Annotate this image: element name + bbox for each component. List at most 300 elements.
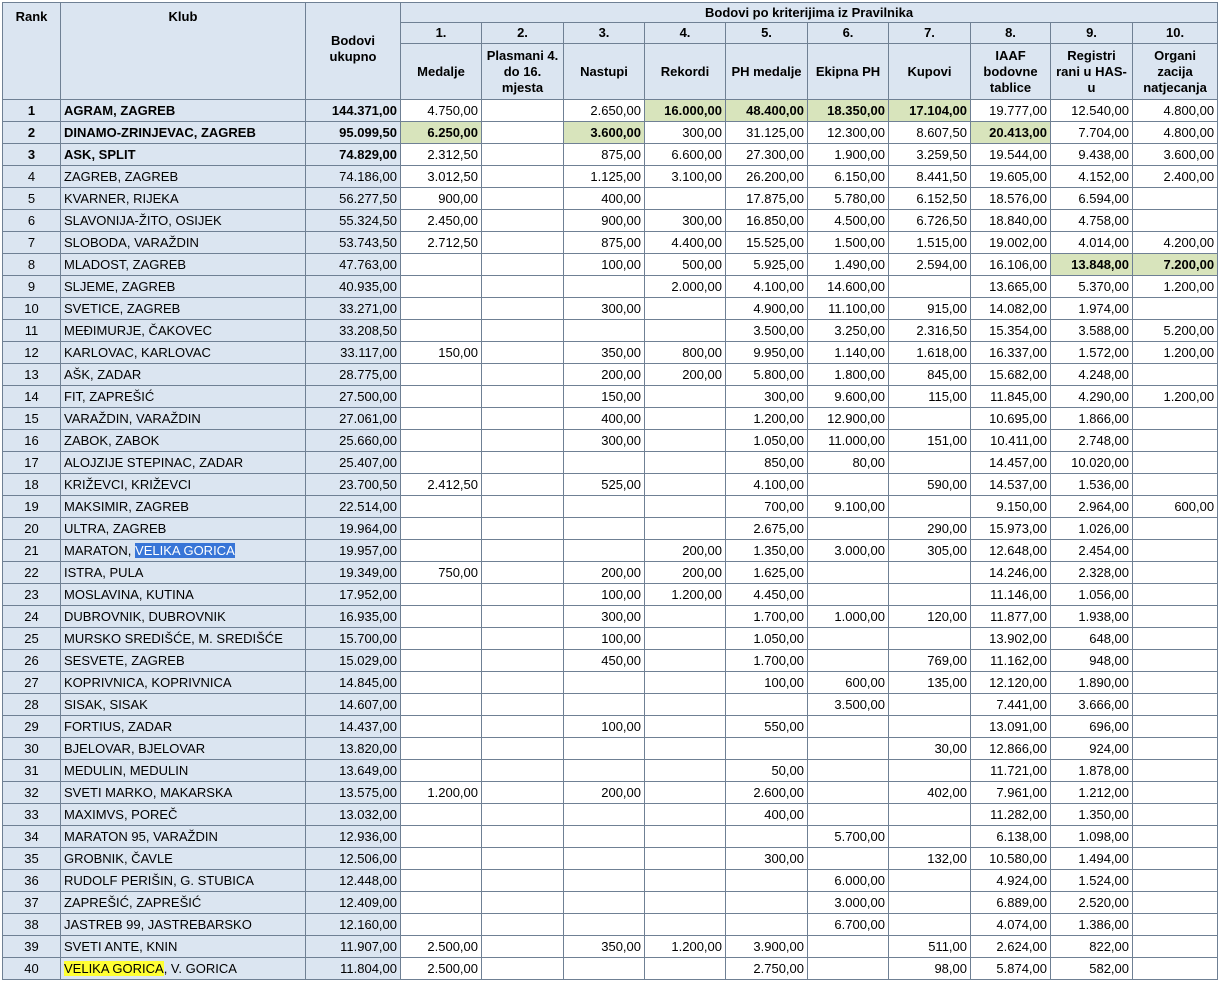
rank-cell: 24	[3, 606, 61, 628]
criterion-points-cell: 4.800,00	[1133, 100, 1218, 122]
criterion-points-cell: 1.572,00	[1051, 342, 1133, 364]
criterion-points-cell	[564, 870, 645, 892]
criterion-points-cell	[564, 496, 645, 518]
criterion-points-cell: 1.490,00	[808, 254, 889, 276]
criterion-points-cell: 98,00	[889, 958, 971, 980]
header-criterion-name: Plasmani 4. do 16. mjesta	[482, 44, 564, 100]
criterion-points-cell: 9.600,00	[808, 386, 889, 408]
criterion-points-cell	[401, 716, 482, 738]
criterion-points-cell: 11.845,00	[971, 386, 1051, 408]
criterion-points-cell: 7.961,00	[971, 782, 1051, 804]
table-body	[3, 100, 1218, 980]
criterion-points-cell	[564, 848, 645, 870]
criterion-points-cell	[889, 694, 971, 716]
criterion-points-cell: 3.000,00	[808, 540, 889, 562]
criterion-points-cell	[1133, 408, 1218, 430]
criterion-points-cell: 3.600,00	[564, 122, 645, 144]
criterion-points-cell: 100,00	[564, 628, 645, 650]
criterion-points-cell	[482, 452, 564, 474]
criterion-points-cell: 750,00	[401, 562, 482, 584]
criterion-points-cell: 4.900,00	[726, 298, 808, 320]
criterion-points-cell	[1133, 518, 1218, 540]
total-points-cell: 12.506,00	[306, 848, 401, 870]
criterion-points-cell: 2.520,00	[1051, 892, 1133, 914]
table-row	[3, 606, 1218, 628]
criterion-points-cell: 6.700,00	[808, 914, 889, 936]
total-points-cell: 11.907,00	[306, 936, 401, 958]
criterion-points-cell	[564, 276, 645, 298]
criterion-points-cell	[482, 210, 564, 232]
criterion-points-cell: 2.650,00	[564, 100, 645, 122]
criterion-points-cell	[889, 804, 971, 826]
criterion-points-cell	[401, 276, 482, 298]
club-name-cell: SVETI MARKO, MAKARSKA	[61, 782, 306, 804]
criterion-points-cell: 1.026,00	[1051, 518, 1133, 540]
criterion-points-cell	[1133, 848, 1218, 870]
criterion-points-cell: 13.091,00	[971, 716, 1051, 738]
criterion-points-cell: 10.411,00	[971, 430, 1051, 452]
criterion-points-cell	[564, 672, 645, 694]
criterion-points-cell: 2.600,00	[726, 782, 808, 804]
selected-text[interactable]: VELIKA GORICA	[135, 543, 235, 558]
criterion-points-cell: 7.200,00	[1133, 254, 1218, 276]
total-points-cell: 14.607,00	[306, 694, 401, 716]
criterion-points-cell: 1.200,00	[1133, 276, 1218, 298]
total-points-cell: 95.099,50	[306, 122, 401, 144]
criterion-points-cell	[1133, 584, 1218, 606]
table-row	[3, 804, 1218, 826]
criterion-points-cell: 14.246,00	[971, 562, 1051, 584]
total-points-cell: 13.820,00	[306, 738, 401, 760]
criterion-points-cell	[564, 540, 645, 562]
header-criterion-name: Medalje	[401, 44, 482, 100]
criterion-points-cell: 26.200,00	[726, 166, 808, 188]
criterion-points-cell: 12.900,00	[808, 408, 889, 430]
criterion-points-cell	[808, 628, 889, 650]
criterion-points-cell	[1133, 892, 1218, 914]
header-criterion-name: Kupovi	[889, 44, 971, 100]
criterion-points-cell: 1.938,00	[1051, 606, 1133, 628]
criterion-points-cell	[482, 848, 564, 870]
criterion-points-cell: 15.525,00	[726, 232, 808, 254]
criterion-points-cell: 350,00	[564, 936, 645, 958]
criterion-points-cell: 4.500,00	[808, 210, 889, 232]
table-row	[3, 914, 1218, 936]
criterion-points-cell: 300,00	[726, 386, 808, 408]
club-name-cell: MEĐIMURJE, ČAKOVEC	[61, 320, 306, 342]
criterion-points-cell: 7.704,00	[1051, 122, 1133, 144]
criterion-points-cell: 1.125,00	[564, 166, 645, 188]
criterion-points-cell: 18.840,00	[971, 210, 1051, 232]
club-name-cell: SLJEME, ZAGREB	[61, 276, 306, 298]
criterion-points-cell: 115,00	[889, 386, 971, 408]
table-row	[3, 496, 1218, 518]
total-points-cell: 12.160,00	[306, 914, 401, 936]
criterion-points-cell	[1133, 672, 1218, 694]
criterion-points-cell	[1133, 474, 1218, 496]
rank-cell: 25	[3, 628, 61, 650]
table-row	[3, 958, 1218, 980]
table-row	[3, 584, 1218, 606]
criterion-points-cell: 800,00	[645, 342, 726, 364]
criterion-points-cell	[808, 958, 889, 980]
criterion-points-cell: 875,00	[564, 144, 645, 166]
criterion-points-cell: 7.441,00	[971, 694, 1051, 716]
club-name-cell: MURSKO SREDIŠĆE, M. SREDIŠĆE	[61, 628, 306, 650]
club-name-cell: VARAŽDIN, VARAŽDIN	[61, 408, 306, 430]
club-name-cell	[61, 958, 306, 980]
club-name-text: , V. GORICA	[163, 961, 237, 976]
criterion-points-cell	[645, 826, 726, 848]
criterion-points-cell: 15.973,00	[971, 518, 1051, 540]
criterion-points-cell: 1.890,00	[1051, 672, 1133, 694]
criterion-points-cell	[401, 606, 482, 628]
criterion-points-cell: 2.748,00	[1051, 430, 1133, 452]
criterion-points-cell: 1.386,00	[1051, 914, 1133, 936]
criterion-points-cell: 9.950,00	[726, 342, 808, 364]
criterion-points-cell	[401, 694, 482, 716]
header-criterion-number: 8.	[971, 23, 1051, 44]
rank-cell: 16	[3, 430, 61, 452]
table-row	[3, 760, 1218, 782]
criterion-points-cell: 10.020,00	[1051, 452, 1133, 474]
criterion-points-cell: 900,00	[564, 210, 645, 232]
criterion-points-cell	[482, 716, 564, 738]
table-row	[3, 122, 1218, 144]
criterion-points-cell: 6.138,00	[971, 826, 1051, 848]
criterion-points-cell: 4.924,00	[971, 870, 1051, 892]
criterion-points-cell	[1133, 914, 1218, 936]
club-name-cell: MAXIMVS, POREČ	[61, 804, 306, 826]
criterion-points-cell	[1133, 782, 1218, 804]
table-row	[3, 254, 1218, 276]
criterion-points-cell: 3.666,00	[1051, 694, 1133, 716]
criterion-points-cell	[645, 408, 726, 430]
rank-cell: 11	[3, 320, 61, 342]
criterion-points-cell: 100,00	[564, 716, 645, 738]
rank-cell: 10	[3, 298, 61, 320]
total-points-cell: 12.409,00	[306, 892, 401, 914]
rank-cell: 19	[3, 496, 61, 518]
header-total: Bodovi ukupno	[306, 3, 401, 100]
criterion-points-cell: 4.290,00	[1051, 386, 1133, 408]
criterion-points-cell: 5.800,00	[726, 364, 808, 386]
criterion-points-cell: 2.712,50	[401, 232, 482, 254]
table-row	[3, 694, 1218, 716]
criterion-points-cell: 3.600,00	[1133, 144, 1218, 166]
criterion-points-cell: 11.282,00	[971, 804, 1051, 826]
criterion-points-cell: 300,00	[564, 430, 645, 452]
criterion-points-cell: 20.413,00	[971, 122, 1051, 144]
header-criterion-name: IAAF bodovne tablice	[971, 44, 1051, 100]
rank-cell: 9	[3, 276, 61, 298]
criterion-points-cell: 700,00	[726, 496, 808, 518]
criterion-points-cell	[482, 100, 564, 122]
criterion-points-cell	[482, 298, 564, 320]
criterion-points-cell	[401, 584, 482, 606]
rank-cell: 5	[3, 188, 61, 210]
club-ranking-table	[2, 2, 1218, 980]
criterion-points-cell: 2.594,00	[889, 254, 971, 276]
criterion-points-cell: 5.780,00	[808, 188, 889, 210]
criterion-points-cell: 80,00	[808, 452, 889, 474]
criterion-points-cell	[482, 650, 564, 672]
criterion-points-cell	[726, 892, 808, 914]
table-row	[3, 782, 1218, 804]
club-name-cell: KARLOVAC, KARLOVAC	[61, 342, 306, 364]
criterion-points-cell	[482, 760, 564, 782]
table-row	[3, 672, 1218, 694]
criterion-points-cell: 6.250,00	[401, 122, 482, 144]
header-criterion-name: PH medalje	[726, 44, 808, 100]
criterion-points-cell: 3.012,50	[401, 166, 482, 188]
club-name-cell	[61, 540, 306, 562]
criterion-points-cell: 525,00	[564, 474, 645, 496]
criterion-points-cell	[645, 628, 726, 650]
criterion-points-cell	[808, 716, 889, 738]
criterion-points-cell	[889, 914, 971, 936]
header-criterion-number: 3.	[564, 23, 645, 44]
criterion-points-cell: 11.146,00	[971, 584, 1051, 606]
rank-cell: 22	[3, 562, 61, 584]
rank-cell: 23	[3, 584, 61, 606]
total-points-cell: 25.660,00	[306, 430, 401, 452]
criterion-points-cell	[726, 694, 808, 716]
criterion-points-cell: 1.050,00	[726, 430, 808, 452]
club-name-text: MARATON,	[64, 543, 136, 558]
criterion-points-cell: 1.000,00	[808, 606, 889, 628]
criterion-points-cell: 14.537,00	[971, 474, 1051, 496]
total-points-cell: 74.186,00	[306, 166, 401, 188]
criterion-points-cell: 5.370,00	[1051, 276, 1133, 298]
header-criterion-number: 10.	[1133, 23, 1218, 44]
criterion-points-cell: 2.412,50	[401, 474, 482, 496]
club-name-cell: SVETICE, ZAGREB	[61, 298, 306, 320]
total-points-cell: 11.804,00	[306, 958, 401, 980]
criterion-points-cell: 48.400,00	[726, 100, 808, 122]
criterion-points-cell: 14.457,00	[971, 452, 1051, 474]
criterion-points-cell	[645, 760, 726, 782]
criterion-points-cell	[401, 826, 482, 848]
criterion-points-cell: 8.441,50	[889, 166, 971, 188]
criterion-points-cell	[482, 892, 564, 914]
criterion-points-cell: 16.000,00	[645, 100, 726, 122]
criterion-points-cell	[808, 782, 889, 804]
criterion-points-cell: 1.500,00	[808, 232, 889, 254]
criterion-points-cell: 200,00	[645, 540, 726, 562]
criterion-points-cell: 1.700,00	[726, 650, 808, 672]
club-name-cell: KRIŽEVCI, KRIŽEVCI	[61, 474, 306, 496]
criterion-points-cell: 18.576,00	[971, 188, 1051, 210]
criterion-points-cell	[1133, 606, 1218, 628]
club-name-cell: AGRAM, ZAGREB	[61, 100, 306, 122]
criterion-points-cell	[401, 320, 482, 342]
table-row	[3, 518, 1218, 540]
criterion-points-cell: 1.618,00	[889, 342, 971, 364]
table-row	[3, 386, 1218, 408]
club-name-cell: DINAMO-ZRINJEVAC, ZAGREB	[61, 122, 306, 144]
club-name-cell: SVETI ANTE, KNIN	[61, 936, 306, 958]
rank-cell: 2	[3, 122, 61, 144]
criterion-points-cell	[1133, 716, 1218, 738]
criterion-points-cell	[401, 628, 482, 650]
criterion-points-cell	[482, 782, 564, 804]
header-criterion-number: 9.	[1051, 23, 1133, 44]
header-criterion-number: 6.	[808, 23, 889, 44]
criterion-points-cell: 3.250,00	[808, 320, 889, 342]
criterion-points-cell: 1.212,00	[1051, 782, 1133, 804]
criterion-points-cell	[564, 958, 645, 980]
criterion-points-cell: 6.726,50	[889, 210, 971, 232]
total-points-cell: 33.271,00	[306, 298, 401, 320]
criterion-points-cell	[482, 430, 564, 452]
criterion-points-cell: 6.889,00	[971, 892, 1051, 914]
criterion-points-cell	[726, 826, 808, 848]
criterion-points-cell: 6.600,00	[645, 144, 726, 166]
criterion-points-cell: 8.607,50	[889, 122, 971, 144]
club-name-cell: ALOJZIJE STEPINAC, ZADAR	[61, 452, 306, 474]
criterion-points-cell: 12.120,00	[971, 672, 1051, 694]
rank-cell: 36	[3, 870, 61, 892]
table-row	[3, 166, 1218, 188]
criterion-points-cell	[889, 870, 971, 892]
criterion-points-cell: 5.200,00	[1133, 320, 1218, 342]
criterion-points-cell: 1.515,00	[889, 232, 971, 254]
rank-cell: 7	[3, 232, 61, 254]
criterion-points-cell: 4.758,00	[1051, 210, 1133, 232]
criterion-points-cell: 1.140,00	[808, 342, 889, 364]
criterion-points-cell: 12.648,00	[971, 540, 1051, 562]
criterion-points-cell: 600,00	[1133, 496, 1218, 518]
criterion-points-cell: 2.328,00	[1051, 562, 1133, 584]
criterion-points-cell: 13.848,00	[1051, 254, 1133, 276]
criterion-points-cell: 400,00	[564, 408, 645, 430]
highlighted-text: VELIKA GORICA	[64, 961, 164, 976]
criterion-points-cell: 4.750,00	[401, 100, 482, 122]
total-points-cell: 56.277,50	[306, 188, 401, 210]
criterion-points-cell: 11.100,00	[808, 298, 889, 320]
rank-cell: 31	[3, 760, 61, 782]
club-name-cell: KOPRIVNICA, KOPRIVNICA	[61, 672, 306, 694]
criterion-points-cell	[889, 496, 971, 518]
criterion-points-cell: 1.700,00	[726, 606, 808, 628]
criterion-points-cell: 1.200,00	[401, 782, 482, 804]
criterion-points-cell: 1.200,00	[1133, 342, 1218, 364]
criterion-points-cell	[1133, 870, 1218, 892]
criterion-points-cell: 17.104,00	[889, 100, 971, 122]
total-points-cell: 25.407,00	[306, 452, 401, 474]
criterion-points-cell	[401, 430, 482, 452]
criterion-points-cell: 1.536,00	[1051, 474, 1133, 496]
criterion-points-cell: 200,00	[645, 364, 726, 386]
total-points-cell: 14.437,00	[306, 716, 401, 738]
criterion-points-cell: 2.316,50	[889, 320, 971, 342]
criterion-points-cell	[482, 958, 564, 980]
criterion-points-cell: 2.500,00	[401, 958, 482, 980]
criterion-points-cell: 1.900,00	[808, 144, 889, 166]
criterion-points-cell	[726, 870, 808, 892]
criterion-points-cell	[808, 738, 889, 760]
criterion-points-cell: 11.000,00	[808, 430, 889, 452]
criterion-points-cell: 6.594,00	[1051, 188, 1133, 210]
total-points-cell: 23.700,50	[306, 474, 401, 496]
criterion-points-cell: 9.438,00	[1051, 144, 1133, 166]
table-row	[3, 144, 1218, 166]
club-name-cell: ZAGREB, ZAGREB	[61, 166, 306, 188]
criterion-points-cell: 14.082,00	[971, 298, 1051, 320]
criterion-points-cell: 19.777,00	[971, 100, 1051, 122]
header-criterion-number: 7.	[889, 23, 971, 44]
table-row	[3, 342, 1218, 364]
criterion-points-cell: 150,00	[401, 342, 482, 364]
criterion-points-cell: 1.056,00	[1051, 584, 1133, 606]
table-row	[3, 892, 1218, 914]
rank-cell: 27	[3, 672, 61, 694]
rank-cell: 21	[3, 540, 61, 562]
criterion-points-cell	[401, 298, 482, 320]
criterion-points-cell	[401, 540, 482, 562]
criterion-points-cell	[808, 650, 889, 672]
criterion-points-cell: 1.350,00	[1051, 804, 1133, 826]
criterion-points-cell: 1.200,00	[1133, 386, 1218, 408]
table-row	[3, 936, 1218, 958]
criterion-points-cell	[889, 584, 971, 606]
criterion-points-cell: 10.695,00	[971, 408, 1051, 430]
total-points-cell: 19.957,00	[306, 540, 401, 562]
total-points-cell: 33.117,00	[306, 342, 401, 364]
table-row	[3, 826, 1218, 848]
total-points-cell: 55.324,50	[306, 210, 401, 232]
total-points-cell: 19.349,00	[306, 562, 401, 584]
table-row	[3, 430, 1218, 452]
criterion-points-cell	[564, 804, 645, 826]
criterion-points-cell	[889, 892, 971, 914]
criterion-points-cell: 402,00	[889, 782, 971, 804]
criterion-points-cell: 132,00	[889, 848, 971, 870]
header-criterion-number: 5.	[726, 23, 808, 44]
criterion-points-cell: 822,00	[1051, 936, 1133, 958]
table-row	[3, 540, 1218, 562]
criterion-points-cell: 2.624,00	[971, 936, 1051, 958]
criterion-points-cell	[401, 672, 482, 694]
criterion-points-cell: 200,00	[645, 562, 726, 584]
total-points-cell: 33.208,50	[306, 320, 401, 342]
criterion-points-cell	[564, 452, 645, 474]
criterion-points-cell	[808, 562, 889, 584]
criterion-points-cell	[726, 738, 808, 760]
criterion-points-cell	[1133, 804, 1218, 826]
criterion-points-cell: 30,00	[889, 738, 971, 760]
criterion-points-cell	[482, 232, 564, 254]
criterion-points-cell: 769,00	[889, 650, 971, 672]
criterion-points-cell: 31.125,00	[726, 122, 808, 144]
criterion-points-cell: 2.400,00	[1133, 166, 1218, 188]
criterion-points-cell	[482, 936, 564, 958]
criterion-points-cell: 135,00	[889, 672, 971, 694]
criterion-points-cell: 2.750,00	[726, 958, 808, 980]
club-name-cell: MLADOST, ZAGREB	[61, 254, 306, 276]
header-criterion-name: Organi zacija natjecanja	[1133, 44, 1218, 100]
rank-cell: 35	[3, 848, 61, 870]
criterion-points-cell	[564, 320, 645, 342]
header-rank: Rank	[3, 3, 61, 100]
criterion-points-cell	[1133, 694, 1218, 716]
club-name-cell: SESVETE, ZAGREB	[61, 650, 306, 672]
criterion-points-cell	[482, 562, 564, 584]
criterion-points-cell	[645, 386, 726, 408]
table-row	[3, 364, 1218, 386]
criterion-points-cell	[645, 914, 726, 936]
